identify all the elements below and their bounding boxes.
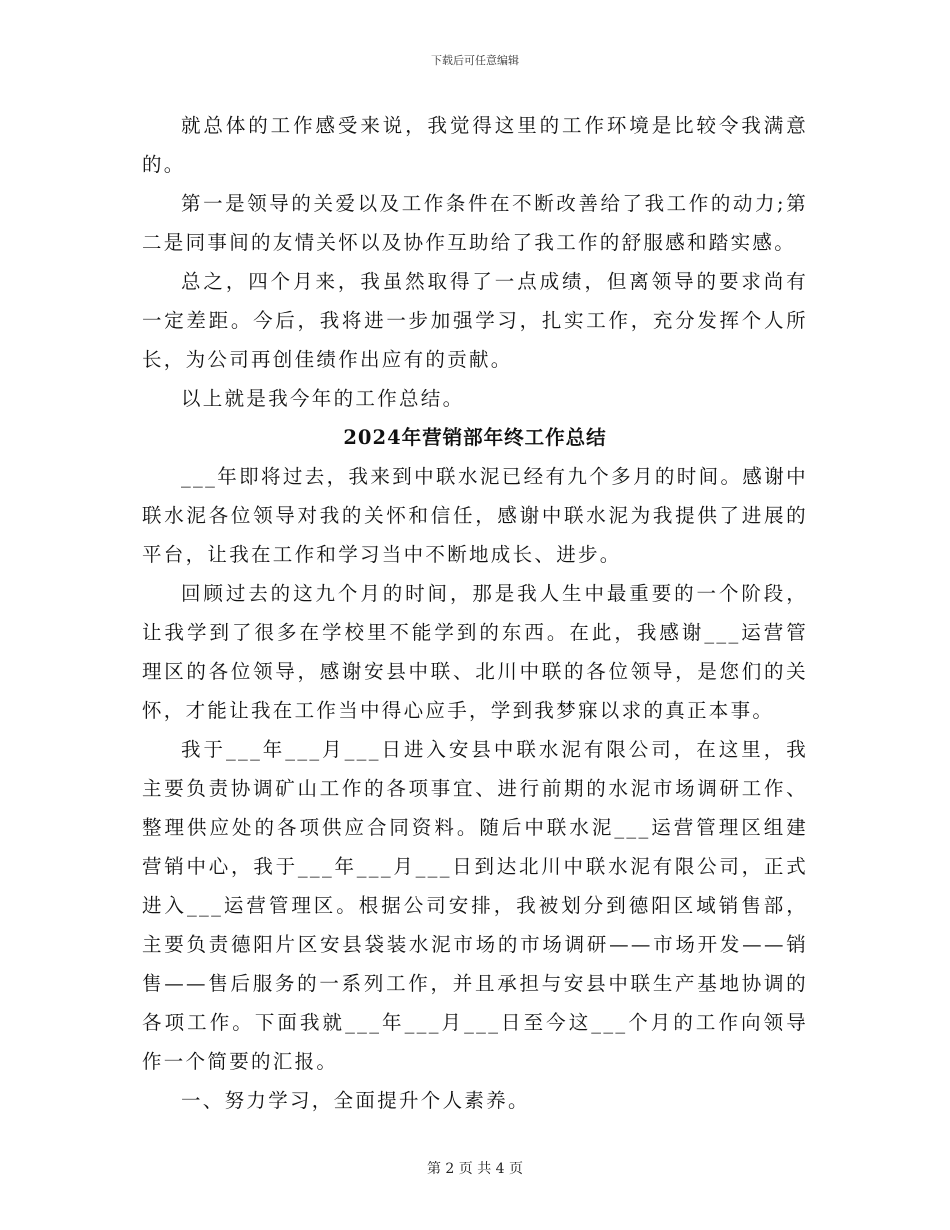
section-title: 2024年营销部年终工作总结 [343, 426, 607, 449]
paragraph: 我于___年___月___日进入安县中联水泥有限公司，在这里，我主要负责协调矿山工作的各项事宜、进行前期的水泥市场调研工作、整理供应处的各项供应合同资料。随后中联水泥___运营管理区组建营销中心，我于___年___月___日到达北川中联水泥有限公司，正式进入___运营管理区。根据公司安排，我被划分到德阳区域销售部，主要负责德阳片区安县袋装水泥市场的市场调研——市场开发——销售——售后服务的一系列工作，并且承担与安县中联生产基地协调的各项工作。下面我就___年___月___日至今这___个月的工作向领导作一个简要的汇报。 [142, 738, 809, 1073]
paragraph: 以上就是我今年的工作总结。 [181, 387, 465, 410]
page-header-note: 下载后可任意编辑 [431, 54, 519, 67]
paragraph: 就总体的工作感受来说，我觉得这里的工作环境是比较令我满意的。 [142, 114, 808, 176]
paragraph: 第一是领导的关爱以及工作条件在不断改善给了我工作的动力;第二是同事间的友情关怀以及协作互助给了我工作的舒服感和踏实感。 [142, 192, 808, 254]
paragraph: 总之，四个月来，我虽然取得了一点成绩，但离领导的要求尚有一定差距。今后，我将进一步加强学习，扎实工作，充分发挥个人所长，为公司再创佳绩作出应有的贡献。 [142, 270, 808, 371]
paragraph: 一、努力学习，全面提升个人素养。 [181, 1089, 530, 1112]
paragraph: ___年即将过去，我来到中联水泥已经有九个多月的时间。感谢中联水泥各位领导对我的关怀和信任，感谢中联水泥为我提供了进展的平台，让我在工作和学习当中不断地成长、进步。 [142, 465, 808, 566]
document-body [142, 106, 808, 1120]
paragraph: 回顾过去的这九个月的时间，那是我人生中最重要的一个阶段，让我学到了很多在学校里不能学到的东西。在此，我感谢___运营管理区的各位领导，感谢安县中联、北川中联的各位领导，是您们的关怀，才能让我在工作当中得心应手，学到我梦寐以求的真正本事。 [142, 582, 808, 722]
page-number-footer: 第 2 页 共 4 页 [426, 1161, 524, 1177]
